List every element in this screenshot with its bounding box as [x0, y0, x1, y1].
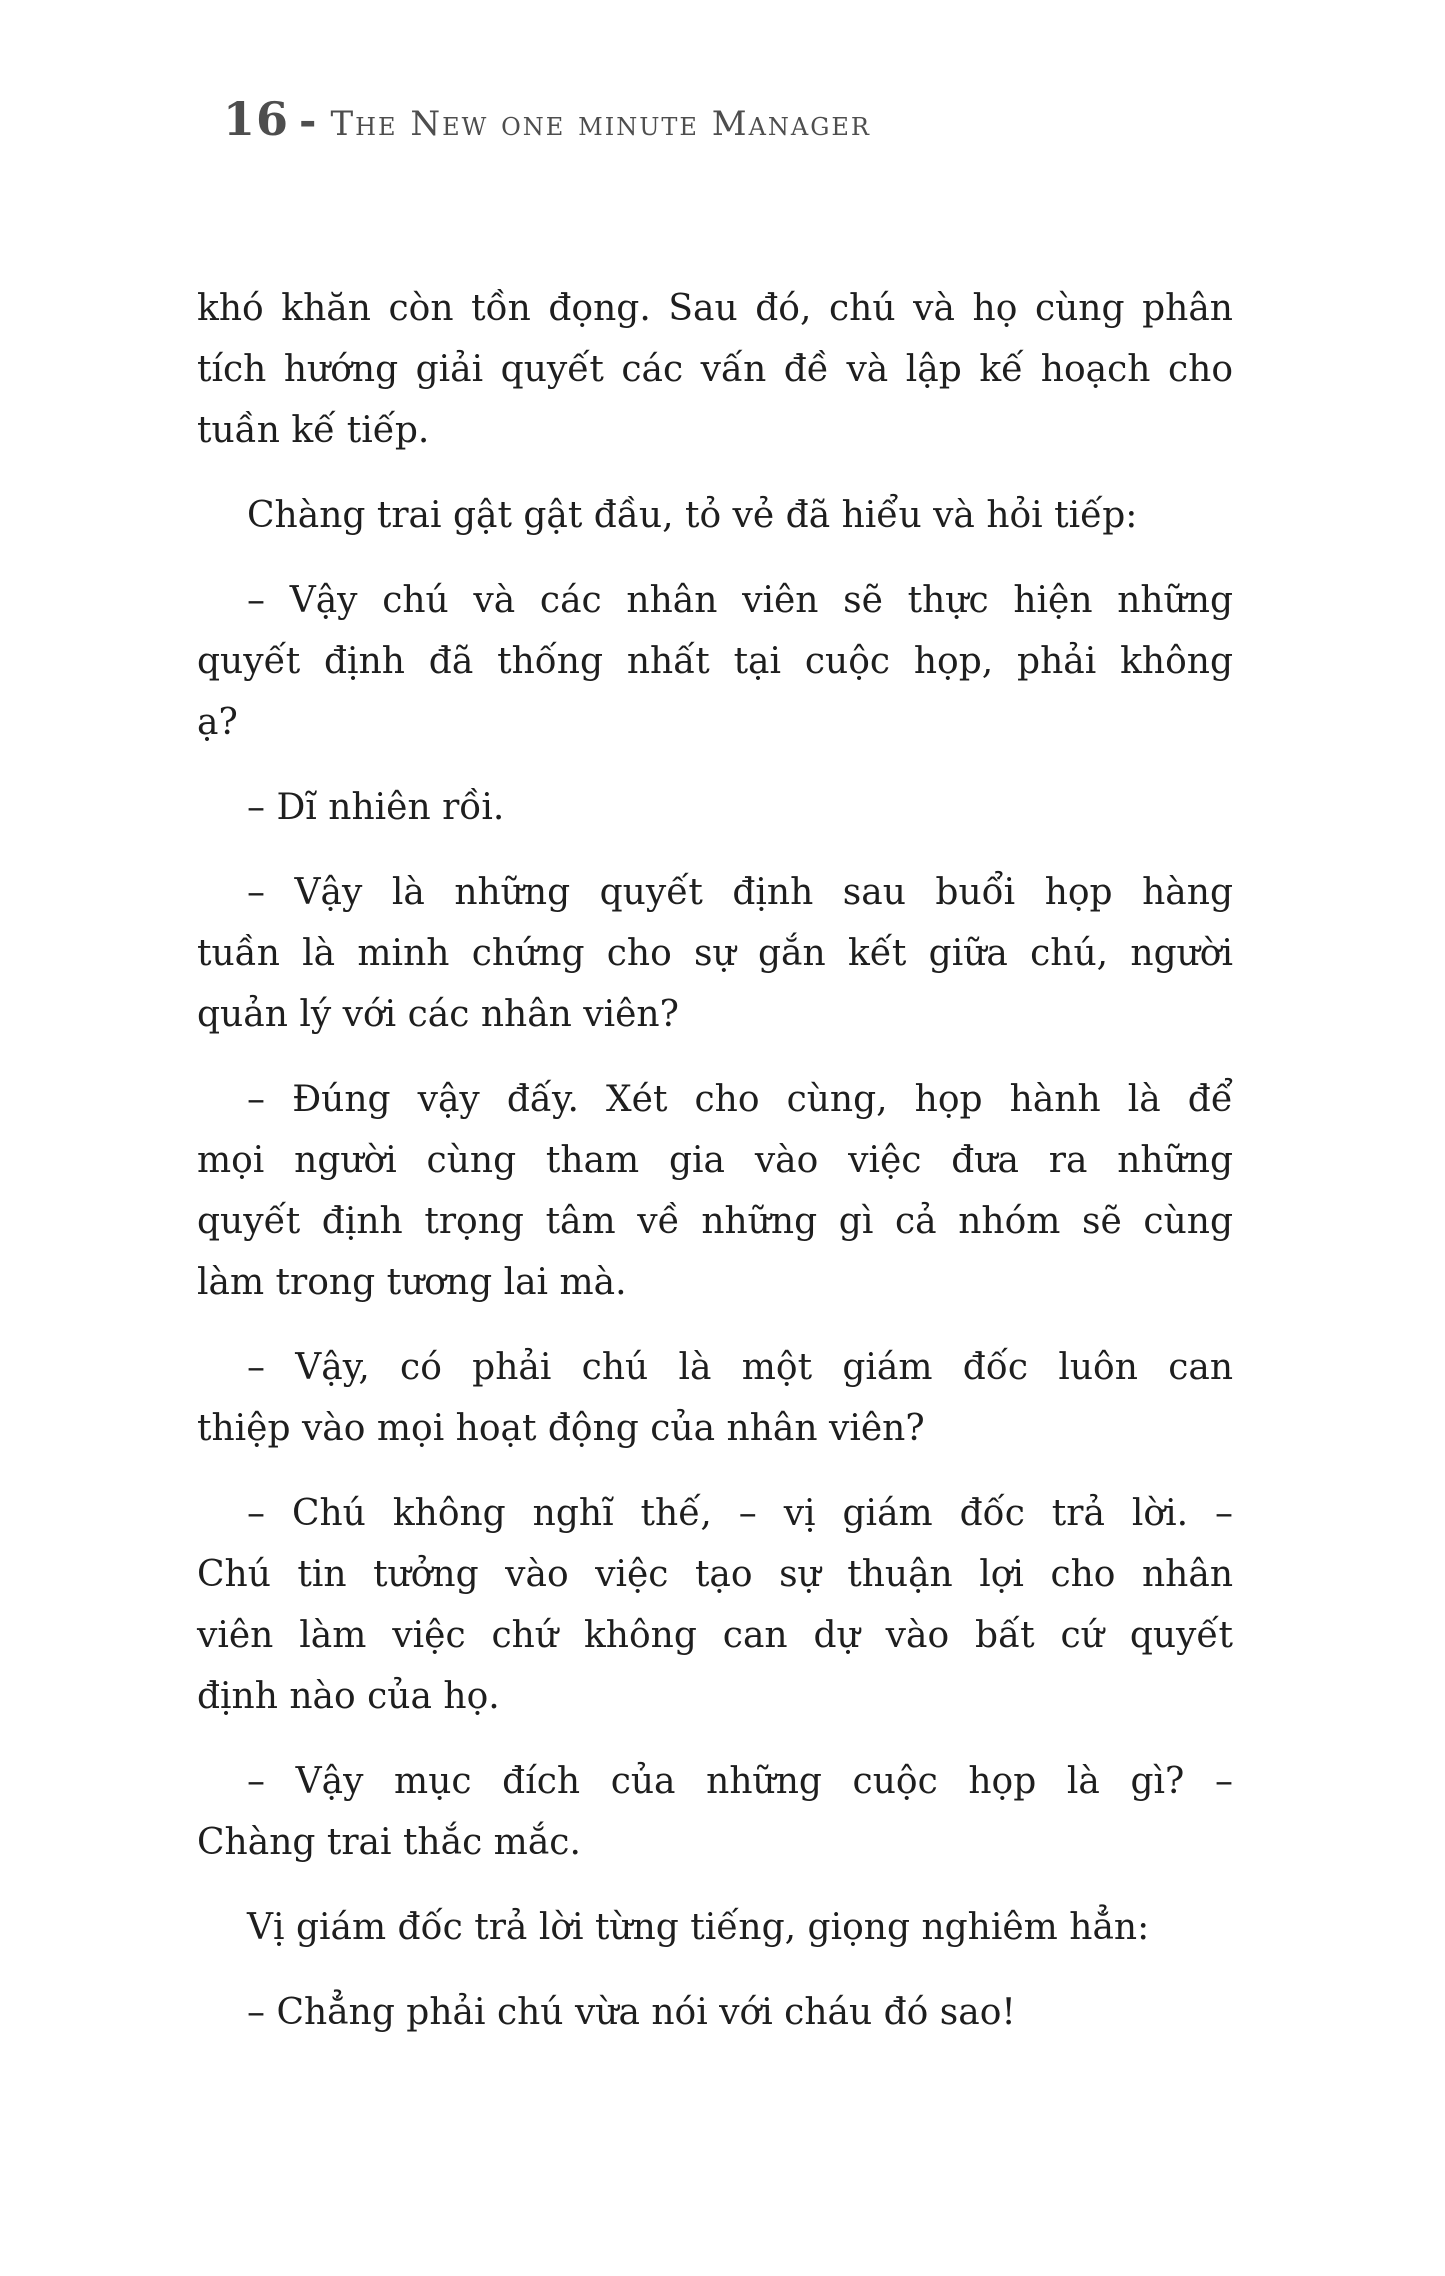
text-line: – Dĩ nhiên rồi. — [247, 787, 505, 828]
text-line: – Chẳng phải chú vừa nói với cháu đó sao! — [247, 1992, 1016, 2033]
text-line: làm trong tương lai mà. — [197, 1262, 627, 1303]
text-line: khó khăn còn tồn đọng. Sau đó, chú và họ cùng phân — [197, 288, 1233, 329]
text-line: tuần là minh chứng cho sự gắn kết giữa chú, người — [197, 933, 1233, 974]
text-line: mọi người cùng tham gia vào việc đưa ra những — [197, 1140, 1233, 1181]
text-line: Vị giám đốc trả lời từng tiếng, giọng nghiêm hẳn: — [247, 1907, 1150, 1948]
text-line: – Vậy là những quyết định sau buổi họp hàng — [247, 872, 1233, 913]
page-body — [197, 278, 1233, 2043]
text-line: Chàng trai thắc mắc. — [197, 1822, 581, 1863]
text-line: viên làm việc chứ không can dự vào bất cứ quyết — [197, 1615, 1233, 1656]
page-header — [223, 92, 1233, 146]
paragraph — [197, 1337, 1233, 1459]
text-line: quyết định trọng tâm về những gì cả nhóm sẽ cùng — [197, 1201, 1233, 1242]
page-number: 16 — [223, 92, 290, 146]
text-line: Chàng trai gật gật đầu, tỏ vẻ đã hiểu và hỏi tiếp: — [247, 495, 1138, 536]
paragraph — [197, 1751, 1233, 1873]
text-line: – Vậy chú và các nhân viên sẽ thực hiện những — [247, 580, 1233, 621]
text-line: ạ? — [197, 702, 238, 743]
text-line: thiệp vào mọi hoạt động của nhân viên? — [197, 1408, 925, 1449]
book-title: The New one minute Manager — [330, 104, 871, 144]
text-line: tích hướng giải quyết các vấn đề và lập kế hoạch cho — [197, 349, 1233, 390]
paragraph — [197, 1483, 1233, 1727]
text-line: – Chú không nghĩ thế, – vị giám đốc trả lời. – — [247, 1493, 1233, 1534]
text-line: – Đúng vậy đấy. Xét cho cùng, họp hành là để — [247, 1079, 1233, 1120]
paragraph — [197, 777, 1233, 838]
text-line: – Vậy, có phải chú là một giám đốc luôn can — [247, 1347, 1233, 1388]
paragraph — [197, 1897, 1233, 1958]
paragraph — [197, 485, 1233, 546]
text-line: – Vậy mục đích của những cuộc họp là gì? – — [247, 1761, 1233, 1802]
paragraph — [197, 570, 1233, 753]
text-line: tuần kế tiếp. — [197, 410, 430, 451]
text-line: Chú tin tưởng vào việc tạo sự thuận lợi cho nhân — [197, 1554, 1233, 1595]
paragraph — [197, 278, 1233, 461]
text-line: quản lý với các nhân viên? — [197, 994, 679, 1035]
text-line: quyết định đã thống nhất tại cuộc họp, phải không — [197, 641, 1233, 682]
paragraph — [197, 1982, 1233, 2043]
page-content — [197, 92, 1233, 2043]
header-separator: - — [299, 96, 317, 145]
paragraph — [197, 1069, 1233, 1313]
text-line: định nào của họ. — [197, 1676, 500, 1717]
paragraph — [197, 862, 1233, 1045]
